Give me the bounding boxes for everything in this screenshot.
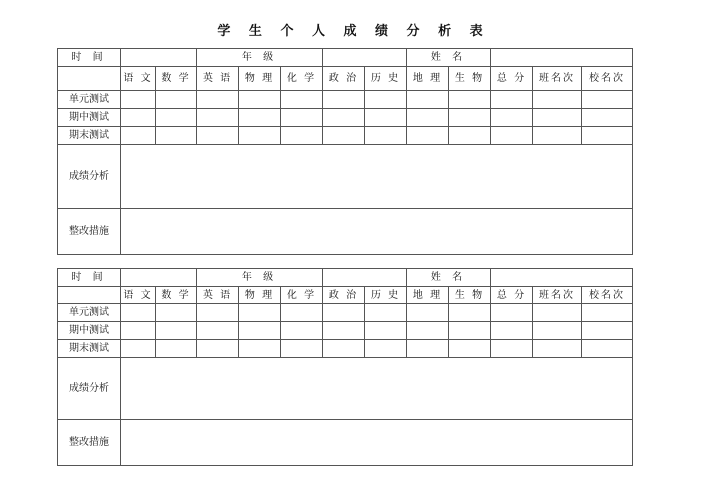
header-row: [58, 269, 633, 287]
subject-header: 生 物: [449, 67, 491, 91]
score-cell[interactable]: [239, 322, 281, 340]
time-value-field[interactable]: [121, 269, 197, 287]
subject-header: 语 文: [121, 287, 156, 304]
subject-header: 政 治: [323, 287, 365, 304]
score-cell[interactable]: [121, 109, 156, 127]
score-cell[interactable]: [197, 340, 239, 358]
score-cell[interactable]: [533, 304, 582, 322]
subject-header: 总 分: [491, 287, 533, 304]
subject-header: 英 语: [197, 67, 239, 91]
score-cell[interactable]: [365, 340, 407, 358]
score-form-2: [57, 268, 633, 466]
test-label: 单元测试: [58, 304, 121, 322]
score-cell[interactable]: [197, 109, 239, 127]
score-cell[interactable]: [281, 304, 323, 322]
improvement-label: 整改措施: [58, 420, 121, 466]
grade-value-field[interactable]: [323, 269, 407, 287]
score-cell[interactable]: [121, 127, 156, 145]
score-cell[interactable]: [449, 127, 491, 145]
score-cell[interactable]: [407, 322, 449, 340]
name-value-field[interactable]: [491, 49, 633, 67]
subject-row: [58, 287, 633, 304]
grade-label: 年 级: [197, 49, 323, 67]
test-label: 期中测试: [58, 109, 121, 127]
subject-corner-cell: [58, 67, 121, 91]
score-cell[interactable]: [365, 127, 407, 145]
score-cell[interactable]: [582, 127, 633, 145]
score-cell[interactable]: [449, 322, 491, 340]
score-cell[interactable]: [582, 304, 633, 322]
score-cell[interactable]: [491, 322, 533, 340]
score-cell[interactable]: [407, 127, 449, 145]
score-cell[interactable]: [239, 304, 281, 322]
score-cell[interactable]: [121, 304, 156, 322]
subject-header: 数 学: [156, 287, 197, 304]
subject-header: 总 分: [491, 67, 533, 91]
score-cell[interactable]: [323, 109, 365, 127]
score-cell[interactable]: [491, 340, 533, 358]
subject-header: 校名次: [582, 67, 633, 91]
score-cell[interactable]: [197, 127, 239, 145]
score-cell[interactable]: [281, 127, 323, 145]
improvement-row: [58, 420, 633, 466]
name-value-field[interactable]: [491, 269, 633, 287]
score-cell[interactable]: [533, 109, 582, 127]
subject-header: 校名次: [582, 287, 633, 304]
score-cell[interactable]: [533, 91, 582, 109]
analysis-label: 成绩分析: [58, 145, 121, 209]
subject-header: 英 语: [197, 287, 239, 304]
improvement-field[interactable]: [121, 209, 633, 255]
score-cell[interactable]: [121, 322, 156, 340]
score-cell[interactable]: [156, 91, 197, 109]
subject-header: 班名次: [533, 287, 582, 304]
subject-header: 政 治: [323, 67, 365, 91]
subject-header: 物 理: [239, 287, 281, 304]
test-label: 期末测试: [58, 340, 121, 358]
test-row: [58, 304, 633, 322]
subject-corner-cell: [58, 287, 121, 304]
analysis-row: [58, 358, 633, 420]
score-cell[interactable]: [365, 109, 407, 127]
header-row: [58, 49, 633, 67]
score-cell[interactable]: [197, 91, 239, 109]
score-cell[interactable]: [239, 127, 281, 145]
score-cell[interactable]: [407, 109, 449, 127]
score-cell[interactable]: [491, 91, 533, 109]
score-cell[interactable]: [449, 304, 491, 322]
time-label: 时 间: [58, 49, 121, 67]
score-cell[interactable]: [197, 322, 239, 340]
test-row: [58, 109, 633, 127]
score-cell[interactable]: [323, 340, 365, 358]
subject-header: 物 理: [239, 67, 281, 91]
score-cell[interactable]: [449, 109, 491, 127]
grade-value-field[interactable]: [323, 49, 407, 67]
name-label: 姓 名: [407, 269, 491, 287]
subject-header: 班名次: [533, 67, 582, 91]
test-row: [58, 91, 633, 109]
analysis-row: [58, 145, 633, 209]
subject-header: 化 学: [281, 67, 323, 91]
score-cell[interactable]: [407, 91, 449, 109]
score-cell[interactable]: [582, 322, 633, 340]
score-cell[interactable]: [156, 322, 197, 340]
score-cell[interactable]: [533, 340, 582, 358]
time-label: 时 间: [58, 269, 121, 287]
score-cell[interactable]: [239, 109, 281, 127]
score-cell[interactable]: [323, 322, 365, 340]
test-row: [58, 322, 633, 340]
name-label: 姓 名: [407, 49, 491, 67]
score-cell[interactable]: [365, 91, 407, 109]
page-title: 学 生 个 人 成 绩 分 析 表: [217, 24, 490, 39]
score-cell[interactable]: [239, 91, 281, 109]
subject-header: 地 理: [407, 287, 449, 304]
analysis-field[interactable]: [121, 145, 633, 209]
score-cell[interactable]: [491, 304, 533, 322]
score-cell[interactable]: [582, 340, 633, 358]
score-cell[interactable]: [281, 109, 323, 127]
score-cell[interactable]: [156, 340, 197, 358]
score-cell[interactable]: [281, 322, 323, 340]
improvement-row: [58, 209, 633, 255]
score-cell[interactable]: [281, 91, 323, 109]
score-cell[interactable]: [323, 304, 365, 322]
subject-header: 地 理: [407, 67, 449, 91]
test-label: 单元测试: [58, 91, 121, 109]
analysis-label: 成绩分析: [58, 358, 121, 420]
score-cell[interactable]: [533, 322, 582, 340]
subject-header: 语 文: [121, 67, 156, 91]
score-cell[interactable]: [533, 127, 582, 145]
subject-header: 生 物: [449, 287, 491, 304]
test-row: [58, 340, 633, 358]
score-cell[interactable]: [449, 340, 491, 358]
test-row: [58, 127, 633, 145]
improvement-field[interactable]: [121, 420, 633, 466]
grade-label: 年 级: [197, 269, 323, 287]
test-label: 期中测试: [58, 322, 121, 340]
subject-row: [58, 67, 633, 91]
score-cell[interactable]: [365, 304, 407, 322]
subject-header: 历 史: [365, 287, 407, 304]
score-cell[interactable]: [156, 109, 197, 127]
time-value-field[interactable]: [121, 49, 197, 67]
score-cell[interactable]: [407, 340, 449, 358]
score-cell[interactable]: [156, 127, 197, 145]
score-cell[interactable]: [365, 322, 407, 340]
improvement-label: 整改措施: [58, 209, 121, 255]
score-cell[interactable]: [281, 340, 323, 358]
score-cell[interactable]: [323, 91, 365, 109]
score-cell[interactable]: [582, 109, 633, 127]
score-form-1: [57, 48, 633, 255]
subject-header: 数 学: [156, 67, 197, 91]
score-cell[interactable]: [239, 340, 281, 358]
score-cell[interactable]: [197, 304, 239, 322]
score-cell[interactable]: [449, 91, 491, 109]
score-cell[interactable]: [156, 304, 197, 322]
subject-header: 化 学: [281, 287, 323, 304]
test-label: 期末测试: [58, 127, 121, 145]
analysis-field[interactable]: [121, 358, 633, 420]
score-cell[interactable]: [323, 127, 365, 145]
score-cell[interactable]: [582, 91, 633, 109]
score-cell[interactable]: [491, 109, 533, 127]
score-cell[interactable]: [491, 127, 533, 145]
score-cell[interactable]: [121, 340, 156, 358]
subject-header: 历 史: [365, 67, 407, 91]
score-cell[interactable]: [121, 91, 156, 109]
score-cell[interactable]: [407, 304, 449, 322]
